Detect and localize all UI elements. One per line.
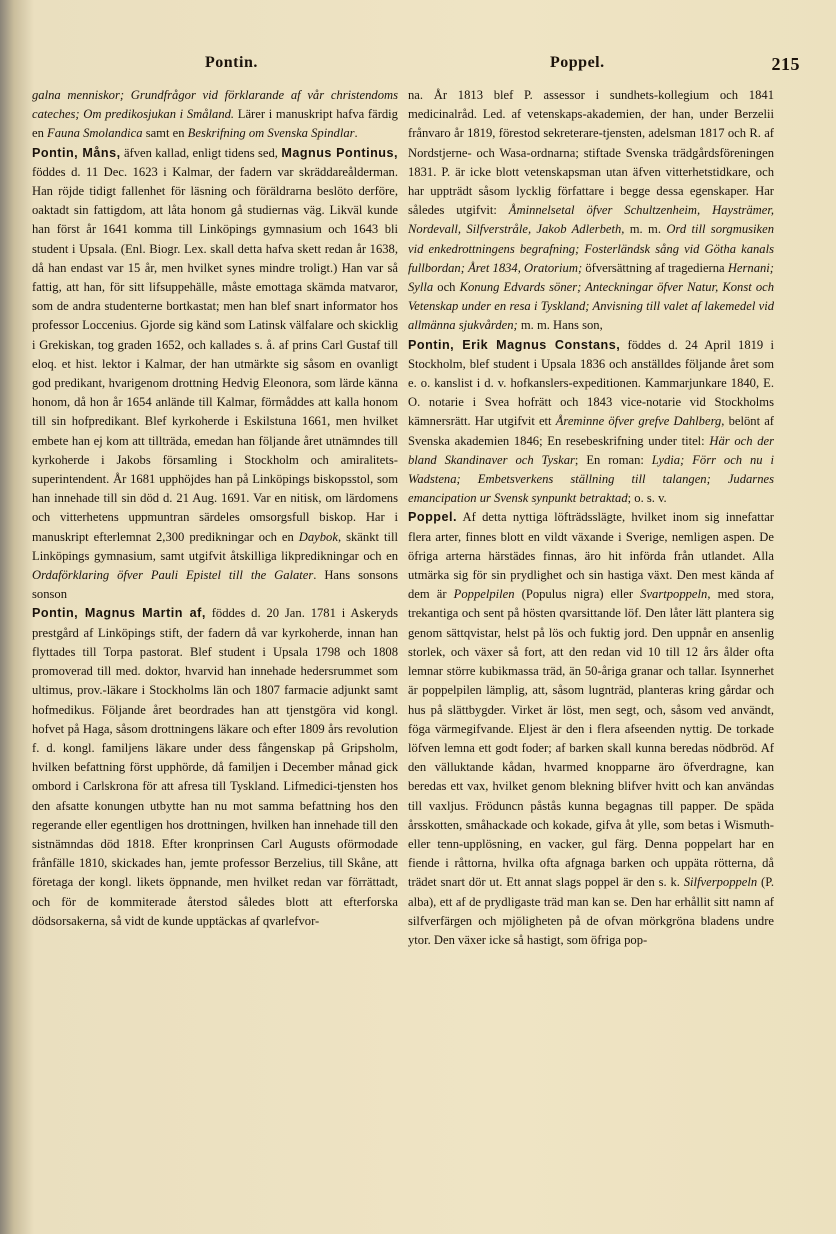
entry-continuation: galna menniskor; Grundfrågor vid förklarande af vår christendoms cateches; Om predikosjukan i Småland. Lärer i manuskript hafva färdig en Fauna Smolandica samt en Beskrifning om Svenska Spindlar.: [32, 88, 398, 141]
page-number: 215: [771, 54, 800, 74]
entry-poppel: Poppel. Af detta nyttiga löfträdsslägte, hvilket inom sig innefattar flera arter, finnes blott en vildt växande i Sverige, nemligen aspen. De öfriga arterna härstädes finnas, äro hit införda från utlandet. Alla utmärka sig för sin prydlighet och sin hastiga växt. Den mest kända af dem är Poppelpilen (Populus nigra) eller Svartpoppeln, med stora, trekantiga och sent på hösten qvarsittande löf. Den låter lätt plantera sig genom sättqvistar, helst på lös och fuktig jord. Den uppnår en ansenlig storlek, och växer så fort, att den redan vid 10 till 12 års ålder ofta lemnar större kubikmassa träd, än 50-åriga granar och tallar. Isynnerhet är poppelpilen lämplig, att, såsom lugnträd, planteras kring gårdar och hus på slättbygder. Virket är löst, men segt, och, såsom ved användt, föga värmegifvande. Eljest är den i flera afseenden nyttig. De torkade löfven lemna ett godt foder; af barken skall kunna beredas nödbröd. Af den välluktande kådan, hvarmed knopparne äro öfverdragne, kan beredas ett vax, hvilket genom blekning blifver hvitt och kan användas till vaxljus. Fröduncn påstås kunna begagnas till papper. De späda årsskotten, småhackade och kokade, gifva åt ylle, som betas i Wismuth- eller tenn-upplösning, en vacker, gul färg. Denna poppelart har en fiende i råttorna, hvilka ofta afgnaga barken och uppäta rötterna, då trädet snart dör ut. Ett annat slags poppel är den s. k. Silfverpoppeln (P. alba), ett af de prydligaste träd man kan se. Den har erhållit sitt namn af silfverfärgen och mjöligheten på de ofvan mörkgröna bladens undre ytor. Den växer icke så hastigt, som öfriga pop-: [408, 510, 774, 947]
right-column: [408, 86, 774, 950]
entry-pontin-mans: Pontin, Måns, äfven kallad, enligt tidens sed, Magnus Pontinus, föddes d. 11 Dec. 1623 i Kalmar, der fadern var skräddareålderman. Han röjde tidigt fallenhet för läsning och föräldrarna beslöto derföre, oaktadt sin fattigdom, att låta honom gå studiernas väg. Likväl kunde han först år 1641 komma till Linköpings gymnasium och 1643 bli student i Upsala. (Enl. Biogr. Lex. skall detta hafva skett redan år 1638, då han endast var 15 år, men hvilket synes mindre troligt.) Han var så fattig, att han, för sitt lifsuppehälle, måste emottaga skämda matvaror, som de andra studenterne bortkastat; men han blef snart informator hos professor Loccenius. Gjorde sig känd som Latinsk välfalare och skicklig i Grekiskan, tog graden 1652, och kallades s. å. af prins Carl Gustaf till eloq. et hist. lektor i Kalmar, der han utmärkte sig såsom en ovanligt god predikant, hvarigenom drottning Hedvig Eleonora, som lärde känna honom, då hon år 1654 anlände till Kalmar, förmåddes att kalla honom till sin hofpredikant. Blef kyrkoherde i Eskilstuna 1661, men hvilket embete han ej kom att tillträda, emedan han följande året utnämndes till kyrkoherde i Jakobs församling i Stockholm och amiralitets-superintendent. År 1681 upphöjdes han på Linköpings biskopsstol, som han innehade till sin död d. 21 Aug. 1691. Var en nitisk, om lärdomens och vitterhetens uppmuntran särdeles omsorgsfull biskop. Har i manuskript efterlemnat 2,300 predikningar och en Daybok, skänkt till Linköpings gymnasium, samt utgifvit åtskilliga likpredikningar och en Ordaförklaring öfver Pauli Epistel till the Galater. Hans sonsons sonson: [32, 145, 398, 602]
running-head-right: Poppel.: [550, 54, 605, 71]
running-head-left: Pontin.: [205, 54, 258, 71]
entry-headword: Pontin, Erik Magnus Constans,: [408, 337, 621, 352]
page-header: [40, 54, 800, 82]
entry-pontin-erik: Pontin, Erik Magnus Constans, föddes d. 24 April 1819 i Stockholm, blef student i Upsala 1836 och anställdes följande året som e. o. kanslist i d. v. hofkanslers-expeditionen. Kammarjunkare 1840, E. O. notarie i Svea hofrätt och 1843 vice-notarie vid Stockholms kämnersrätt. Har utgifvit ett Åreminne öfver grefve Dahlberg, belönt af Svenska akademien 1846; En resebeskrifning under titel: Här och der bland Skandinaver och Tyskar; En roman: Lydia; Förr och nu i Wadstena; Embetsverkens ställning till talangen; Judarnes emancipation ur Svensk synpunkt betraktad; o. s. v.: [408, 337, 775, 506]
left-column: [32, 86, 398, 931]
entry-headword: Pontin,: [32, 145, 79, 160]
entry-continuation-pontin: na. År 1813 blef P. assessor i sundhets-kollegium och 1841 medicinalråd. Led. af vetenskaps-akademien, der han, under Berzelii frånvaro år 1819, förestod sekreterare-tjensten, adelsman 1817 och R. af Nordstjerne- och Wasa-ordnarna; stiftade Svenska trädgårdsföreningen 1831. P. är icke blott vetenskapsman utan äfven vitterhetstidkare, och har uppträdt såsom lycklig författare i begge dessa egenskaper. Har således utgifvit: Åminnelsetal öfver Schultzenheim, Haysträmer, Nordevall, Silfverstråle, Jakob Adlerbeth, m. m. Ord till sorgmusiken vid enkedrottningens begrafning; Fosterländsk sång vid Götha kanals fullbordan; Året 1834, Oratorium; öfversättning af tragedierna Hernani; Sylla och Konung Edvards söner; Anteckningar öfver Natur, Konst och Vetenskap under en resa i Tyskland; Anvisning till valet af lakemedel vid allmänna sjukvården; m. m. Hans son,: [408, 88, 774, 333]
entry-headword: Poppel.: [408, 510, 457, 525]
entry-pontin-magnus-martin: Pontin, Magnus Martin af, föddes d. 20 Jan. 1781 i Askeryds prestgård af Linköpings stift, der fadern då var kyrkoherde, innan han flyttades till Torpa pastorat. Blef student i Upsala 1798 och 1808 promoverad till med. doktor, hvarvid han innehade hedersrummet som ultimus, prov.-läkare i Stockholms län och 1807 farmacie adjunkt samt hofmedikus. Följande året beordrades han att tjenstgöra vid kongl. hofvet på Haga, såsom drottningens läkare och efter 1809 års revolution f. d. kongl. familjens läkare under dess fångenskap på Gripsholm, hvilken befattning först upphörde, då familjen i December månad gick ombord i Carlskrona för att afresa till Tyskland. Lifmedici-tjensten hos den afsatte konungen utbytte han nu mot samma befattning hos den regerande eller egentligen hos drottningen, hvilken han innehade till den sistnämndas död 1818. Efter kronprinsen Carl Augusts oförmodade frånfälle 1810, skickades han, jemte professor Berzelius, till Skåne, att företaga der kongl. likets öppnande, men hvilket redan var förrättadt, och för de kommiterade återstod således blott att efterforska dödsorsakerna, så vidt de kunde upptäckas af qvarlefvor-: [32, 606, 398, 928]
entry-headword: Pontin, Magnus Martin af,: [32, 606, 206, 621]
